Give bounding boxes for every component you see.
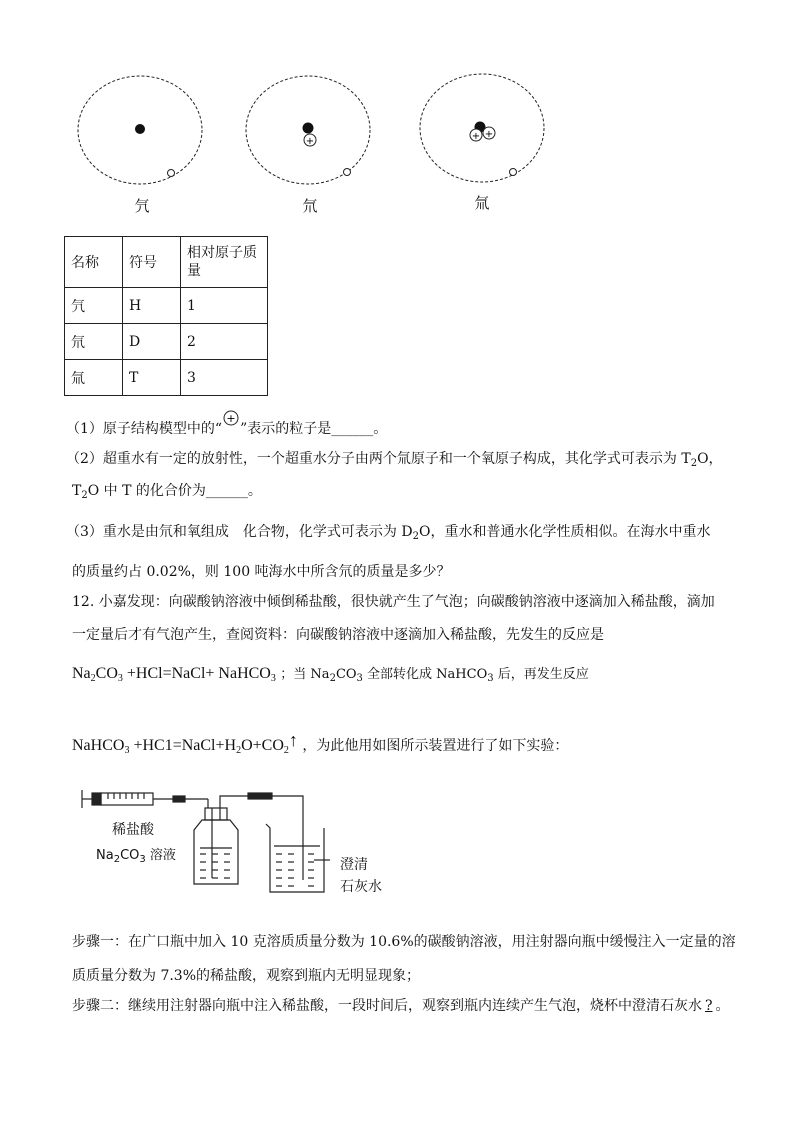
table-cell: 氕 <box>65 288 123 324</box>
equation-1-row <box>72 664 589 685</box>
question-1: （1）原子结构模型中的“ + ”表示的粒子是______。 <box>66 409 387 439</box>
neutron-dot <box>303 123 314 134</box>
protium-model <box>78 76 202 184</box>
deuterium-model <box>246 76 370 184</box>
syringe-icon <box>82 790 210 810</box>
table-cell: 1 <box>181 288 268 324</box>
isotope-table <box>64 236 268 396</box>
equation-1-tail: ；当 $Na_2CO_3$ 全部转化成 NaHCO$_3$ 后，再发生反应 <box>280 667 589 684</box>
neutron-dot <box>135 124 145 134</box>
gas-arrow-icon: ↑ <box>288 730 298 750</box>
equation-2-row <box>72 730 568 756</box>
equation-1: $Na_2CO_3$ +HCl=NaCl+ NaHCO$_3$ <box>72 665 276 684</box>
svg-text:+: + <box>484 129 494 140</box>
electron-icon <box>510 169 517 176</box>
limewater-label-2: 石灰水 <box>340 879 382 895</box>
answer-blank[interactable]: ? <box>705 998 713 1014</box>
proton-symbol-icon <box>222 409 240 427</box>
table-row <box>65 324 268 360</box>
table-cell: 氘 <box>65 324 123 360</box>
limewater-label-1: 澄清 <box>340 857 368 873</box>
table-header-cell: 符号 <box>123 237 181 288</box>
table-cell: H <box>123 288 181 324</box>
wide-mouth-bottle-icon <box>194 793 303 884</box>
question-2-line-1: （2）超重水有一定的放射性，一个超重水分子由两个氚原子和一个氧原子构成，其化学式可表示为 $T_2O$， <box>66 451 723 469</box>
table-row <box>65 288 268 324</box>
table-row <box>65 360 268 396</box>
question-12-line-1: 12. 小嘉发现：向碳酸钠溶液中倾倒稀盐酸，很快就产生了气泡；向碳酸钠溶液中逐滴加入稀盐酸，滴加 <box>72 594 715 610</box>
beaker-icon <box>266 824 330 892</box>
svg-text:+: + <box>305 136 315 147</box>
electron-icon <box>344 169 351 176</box>
tritium-model <box>420 74 544 182</box>
step-1-line-1: 步骤一：在广口瓶中加入 10 克溶质质量分数为 10.6%的碳酸钠溶液，用注射器向瓶中缓慢注入一定量的溶 <box>72 934 736 950</box>
tritium-label: 氚 <box>474 194 490 212</box>
question-3-line-1: （3）重水是由氘和氧组成 化合物，化学式可表示为 $D_2O$，重水和普通水化学性质相似。在海水中重水 <box>66 524 711 542</box>
svg-text:+: + <box>471 131 481 142</box>
deuterium-label: 氘 <box>302 197 318 215</box>
acid-label: 稀盐酸 <box>112 822 154 838</box>
question-2-line-2: $T_2O$ 中 T 的化合价为______。 <box>72 483 262 501</box>
electron-icon <box>168 170 175 177</box>
step-2: 步骤二：继续用注射器向瓶中注入稀盐酸，一段时间后，观察到瓶内连续产生气泡，烧杯中澄清石灰水 ? 。 <box>72 998 730 1014</box>
protium-label: 氕 <box>134 197 150 215</box>
equation-2-tail: ，为此他用如图所示装置进行了如下实验： <box>302 738 569 754</box>
table-cell: T <box>123 360 181 396</box>
solution-label: $Na_2CO_3$ 溶液 <box>96 848 176 865</box>
table-cell: 3 <box>181 360 268 396</box>
question-3-line-2: 的质量约占 0.02%，则 100 吨海水中所含氘的质量是多少？ <box>72 564 451 580</box>
table-header-cell: 相对原子质量 <box>181 237 268 288</box>
table-cell: D <box>123 324 181 360</box>
svg-text:+: + <box>226 412 236 425</box>
table-cell: 氚 <box>65 360 123 396</box>
step-1-line-2: 质质量分数为 7.3%的稀盐酸，观察到瓶内无明显现象； <box>72 968 421 984</box>
question-12-line-2: 一定量后才有气泡产生，查阅资料：向碳酸钠溶液中逐滴加入稀盐酸，先发生的反应是 <box>72 627 604 643</box>
table-header-cell: 名称 <box>65 237 123 288</box>
table-cell: 2 <box>181 324 268 360</box>
table-header-row <box>65 237 268 288</box>
equation-2: NaHCO$_3$ $+HC1=NaCl+H_2O+CO_2↑$ <box>72 730 298 756</box>
